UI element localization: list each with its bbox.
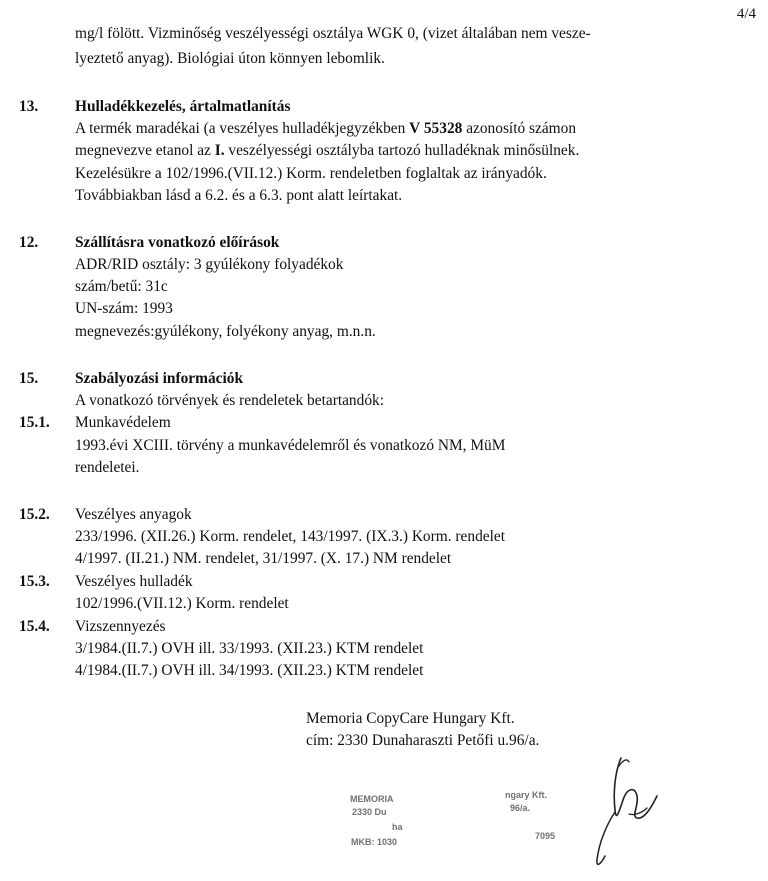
company-name: Memoria CopyCare Hungary Kft. <box>306 710 515 727</box>
section-15-2-number: 15.2. <box>19 506 50 523</box>
section-12-title: Szállításra vonatkozó előírások <box>75 234 280 251</box>
section-13-number: 13. <box>19 98 39 115</box>
waste-code: V 55328 <box>409 120 463 137</box>
section-13-line-3: Kezelésükre a 102/1996.(VII.12.) Korm. rendeletben foglaltak az irányadók. <box>75 165 547 182</box>
section-15-4-title: Vizszennyezés <box>75 618 166 635</box>
company-stamp: MEMORIA ngary Kft. 2330 Du 96/a. ha MKB: 1030 7095 <box>350 790 556 847</box>
section-15-1-line-1: 1993.évi XCIII. törvény a munkavédelemről és vonatkozó NM, MüM <box>75 437 506 454</box>
section-12-line-2: szám/betű: 31c <box>75 278 168 295</box>
section-13-title: Hulladékkezelés, ártalmatlanítás <box>75 98 291 115</box>
intro-line-2: lyeztető anyag). Biológiai úton könnyen lebomlik. <box>75 50 385 67</box>
section-15-title: Szabályozási információk <box>75 370 244 387</box>
section-15-2-line-1: 233/1996. (XII.26.) Korm. rendelet, 143/1997. (IX.3.) Korm. rendelet <box>75 528 505 545</box>
section-15-number: 15. <box>19 370 39 387</box>
hazard-class: I. <box>214 142 225 159</box>
section-13-line-1: A termék maradékai (a veszélyes hulladékjegyzékben V 55328 azonosító számon <box>75 120 577 137</box>
page-number: 4/4 <box>736 6 756 22</box>
section-12-line-4: megnevezés:gyúlékony, folyékony anyag, m.n.n. <box>75 323 376 340</box>
section-12-line-3: UN-szám: 1993 <box>75 300 173 317</box>
section-15-3-title: Veszélyes hulladék <box>75 573 193 590</box>
section-15-1-line-2: rendeletei. <box>75 459 140 476</box>
section-15-3-number: 15.3. <box>19 573 50 590</box>
section-15-1-title: Munkavédelem <box>75 414 171 431</box>
section-12-line-1: ADR/RID osztály: 3 gyúlékony folyadékok <box>75 256 344 273</box>
company-address: cím: 2330 Dunaharaszti Petőfi u.96/a. <box>306 732 540 749</box>
section-15-3-line-1: 102/1996.(VII.12.) Korm. rendelet <box>75 595 289 612</box>
section-13-line-2: megnevezve etanol az I. veszélyességi osztályba tartozó hulladéknak minősülnek. <box>75 142 580 159</box>
signature-icon <box>585 752 675 872</box>
section-15-intro: A vonatkozó törvények és rendeletek betartandók: <box>75 392 384 409</box>
section-15-4-number: 15.4. <box>19 618 50 635</box>
section-15-2-line-2: 4/1997. (II.21.) NM. rendelet, 31/1997. (X. 17.) NM rendelet <box>75 550 452 567</box>
section-15-1-number: 15.1. <box>19 414 50 431</box>
section-13-line-4: Továbbiakban lásd a 6.2. és a 6.3. pont alatt leírtakat. <box>75 187 403 204</box>
intro-line-1: mg/l fölött. Vizminőség veszélyességi osztálya WGK 0, (vizet általában nem vesze- <box>75 25 591 42</box>
section-15-4-line-1: 3/1984.(II.7.) OVH ill. 33/1993. (XII.23.) KTM rendelet <box>75 640 424 657</box>
section-12-number: 12. <box>19 234 39 251</box>
section-15-4-line-2: 4/1984.(II.7.) OVH ill. 34/1993. (XII.23.) KTM rendelet <box>75 662 424 679</box>
section-15-2-title: Veszélyes anyagok <box>75 506 192 523</box>
